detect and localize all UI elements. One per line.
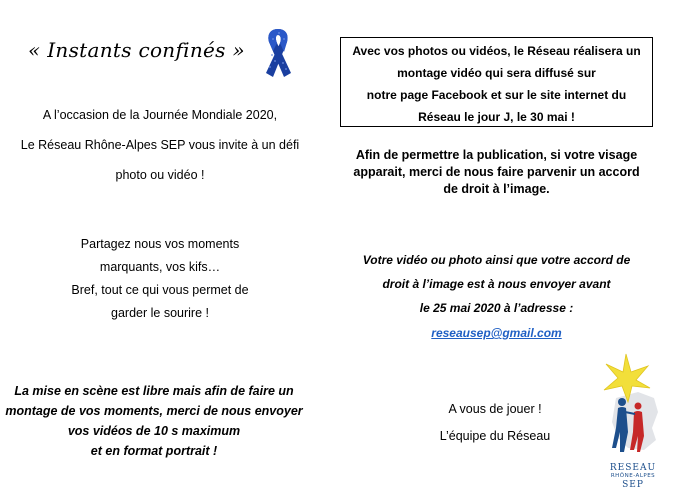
- logo-text-reseau: RESEAU: [609, 463, 657, 473]
- consent-line: de droit à l’image.: [443, 182, 550, 196]
- box-line: montage vidéo qui sera diffusé sur: [397, 66, 596, 80]
- share-paragraph: [10, 233, 310, 325]
- closing-line: A vous de jouer !: [448, 402, 542, 416]
- consent-paragraph: [340, 147, 653, 198]
- logo-text-region: RHÔNE-ALPES: [610, 473, 656, 479]
- intro-line: A l’occasion de la Journée Mondiale 2020,: [42, 108, 278, 122]
- logo-text-sep: SEP: [622, 480, 644, 490]
- send-line: Votre vidéo ou photo ainsi que votre accord de: [362, 253, 631, 267]
- email-link[interactable]: reseausep@gmail.com: [431, 326, 562, 340]
- intro-line: Le Réseau Rhône-Alpes SEP vous invite à un défi: [20, 138, 300, 152]
- share-line: Bref, tout ce qui vous permet de: [71, 283, 249, 297]
- box-line: Avec vos photos ou vidéos, le Réseau réalisera un: [352, 44, 641, 58]
- rules-line: et en format portrait !: [90, 444, 218, 458]
- closing-paragraph: [395, 397, 595, 449]
- box-line: Réseau le jour J, le 30 mai !: [418, 110, 575, 124]
- consent-line: apparait, merci de nous faire parvenir un accord: [353, 165, 640, 179]
- logo-emblem-icon: [598, 352, 668, 458]
- rules-line: La mise en scène est libre mais afin de faire un: [14, 384, 294, 398]
- page-title: « Instants confinés »: [28, 38, 245, 62]
- share-line: marquants, vos kifs…: [99, 260, 221, 274]
- intro-paragraph: [10, 103, 310, 188]
- rules-line: vos vidéos de 10 s maximum: [67, 424, 241, 438]
- share-line: Partagez nous vos moments: [80, 237, 240, 251]
- send-line: le 25 mai 2020 à l’adresse :: [419, 301, 574, 315]
- share-line: garder le sourire !: [111, 306, 209, 320]
- send-line: droit à l’image est à nous envoyer avant: [382, 277, 611, 291]
- reseau-sep-logo: [598, 352, 668, 492]
- send-paragraph: [340, 248, 653, 345]
- intro-line: photo ou vidéo !: [115, 168, 205, 182]
- consent-line: Afin de permettre la publication, si votre visage: [355, 148, 638, 162]
- box-line: notre page Facebook et sur le site internet du: [366, 88, 627, 102]
- awareness-ribbon-icon: [258, 25, 298, 81]
- rules-line: montage de vos moments, merci de nous envoyer: [5, 404, 303, 418]
- announcement-box: [340, 37, 653, 127]
- closing-line: L’équipe du Réseau: [439, 429, 551, 443]
- rules-paragraph: [4, 381, 304, 461]
